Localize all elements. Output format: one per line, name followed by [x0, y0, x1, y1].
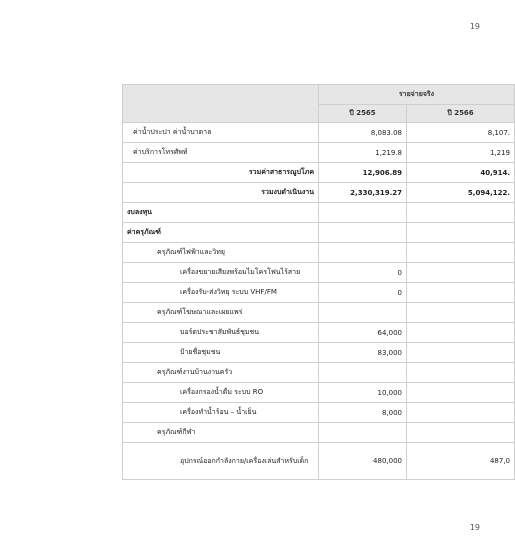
table-row — [123, 323, 515, 343]
page-number-top: 19 — [469, 22, 480, 31]
row-label: ค่าครุภัณฑ์ — [123, 223, 319, 243]
value-2565: 480,000 — [319, 443, 407, 480]
value-2565 — [319, 243, 407, 263]
value-2566 — [407, 243, 515, 263]
value-2566: 8,107. — [407, 123, 515, 143]
table-row — [123, 383, 515, 403]
value-2565: 8,000 — [319, 403, 407, 423]
value-2566 — [407, 263, 515, 283]
table-row — [123, 403, 515, 423]
value-2565 — [319, 423, 407, 443]
value-2566 — [407, 343, 515, 363]
value-2566 — [407, 403, 515, 423]
table-row — [123, 143, 515, 163]
value-2565: 83,000 — [319, 343, 407, 363]
value-2565: 12,906.89 — [319, 163, 407, 183]
table-row — [123, 243, 515, 263]
value-2566 — [407, 383, 515, 403]
budget-table — [122, 84, 515, 480]
row-label: งบลงทุน — [123, 203, 319, 223]
header-year-2565: ปี 2565 — [319, 105, 407, 123]
table-row — [123, 343, 515, 363]
table-row — [123, 303, 515, 323]
table-row — [123, 423, 515, 443]
value-2566: 40,914. — [407, 163, 515, 183]
table-row — [123, 443, 515, 480]
value-2566 — [407, 283, 515, 303]
value-2565: 64,000 — [319, 323, 407, 343]
row-label: อุปกรณ์ออกกำลังกาย/เครื่องเล่นสำหรับเด็ก — [123, 443, 319, 480]
row-label: ครุภัณฑ์ไฟฟ้าและวิทยุ — [123, 243, 319, 263]
value-2565: 0 — [319, 263, 407, 283]
value-2566: 5,094,122. — [407, 183, 515, 203]
value-2566 — [407, 363, 515, 383]
table-row — [123, 163, 515, 183]
row-label: เครื่องขยายเสียงพร้อมไมโครโฟนไร้สาย — [123, 263, 319, 283]
value-2565: 0 — [319, 283, 407, 303]
table-row — [123, 263, 515, 283]
table-row — [123, 183, 515, 203]
row-label: ค่าบริการโทรศัพท์ — [123, 143, 319, 163]
header-group-actual-expense: รายจ่ายจริง — [319, 85, 515, 105]
value-2566 — [407, 323, 515, 343]
row-label: เครื่องรับ-ส่งวิทยุ ระบบ VHF/FM — [123, 283, 319, 303]
value-2565 — [319, 303, 407, 323]
row-label: รวมงบดำเนินงาน — [123, 183, 319, 203]
table-body — [123, 123, 515, 480]
row-label: ค่าน้ำประปา ค่าน้ำบาดาล — [123, 123, 319, 143]
value-2565: 8,083.08 — [319, 123, 407, 143]
table-row — [123, 283, 515, 303]
header-year-2566: ปี 2566 — [407, 105, 515, 123]
row-label: เครื่องทำน้ำร้อน – น้ำเย็น — [123, 403, 319, 423]
value-2565: 10,000 — [319, 383, 407, 403]
value-2566: 1,219 — [407, 143, 515, 163]
row-label: ครุภัณฑ์กีฬา — [123, 423, 319, 443]
page-number-bottom: 19 — [469, 523, 480, 532]
row-label: ครุภัณฑ์งานบ้านงานครัว — [123, 363, 319, 383]
table-row — [123, 363, 515, 383]
table-row — [123, 123, 515, 143]
value-2565 — [319, 203, 407, 223]
row-label: บอร์ดประชาสัมพันธ์ชุมชน — [123, 323, 319, 343]
table-row — [123, 223, 515, 243]
row-label: รวมค่าสาธารณูปโภค — [123, 163, 319, 183]
row-label: เครื่องกรองน้ำดื่ม ระบบ RO — [123, 383, 319, 403]
value-2565: 1,219.8 — [319, 143, 407, 163]
table-row — [123, 203, 515, 223]
value-2566 — [407, 223, 515, 243]
value-2565 — [319, 223, 407, 243]
value-2565: 2,330,319.27 — [319, 183, 407, 203]
value-2566: 487,0 — [407, 443, 515, 480]
budget-table-container — [122, 84, 510, 480]
value-2566 — [407, 303, 515, 323]
value-2566 — [407, 423, 515, 443]
row-label: ครุภัณฑ์โฆษณาและเผยแพร่ — [123, 303, 319, 323]
row-label: ป้ายชื่อชุมชน — [123, 343, 319, 363]
header-label-cell — [123, 85, 319, 123]
value-2565 — [319, 363, 407, 383]
value-2566 — [407, 203, 515, 223]
